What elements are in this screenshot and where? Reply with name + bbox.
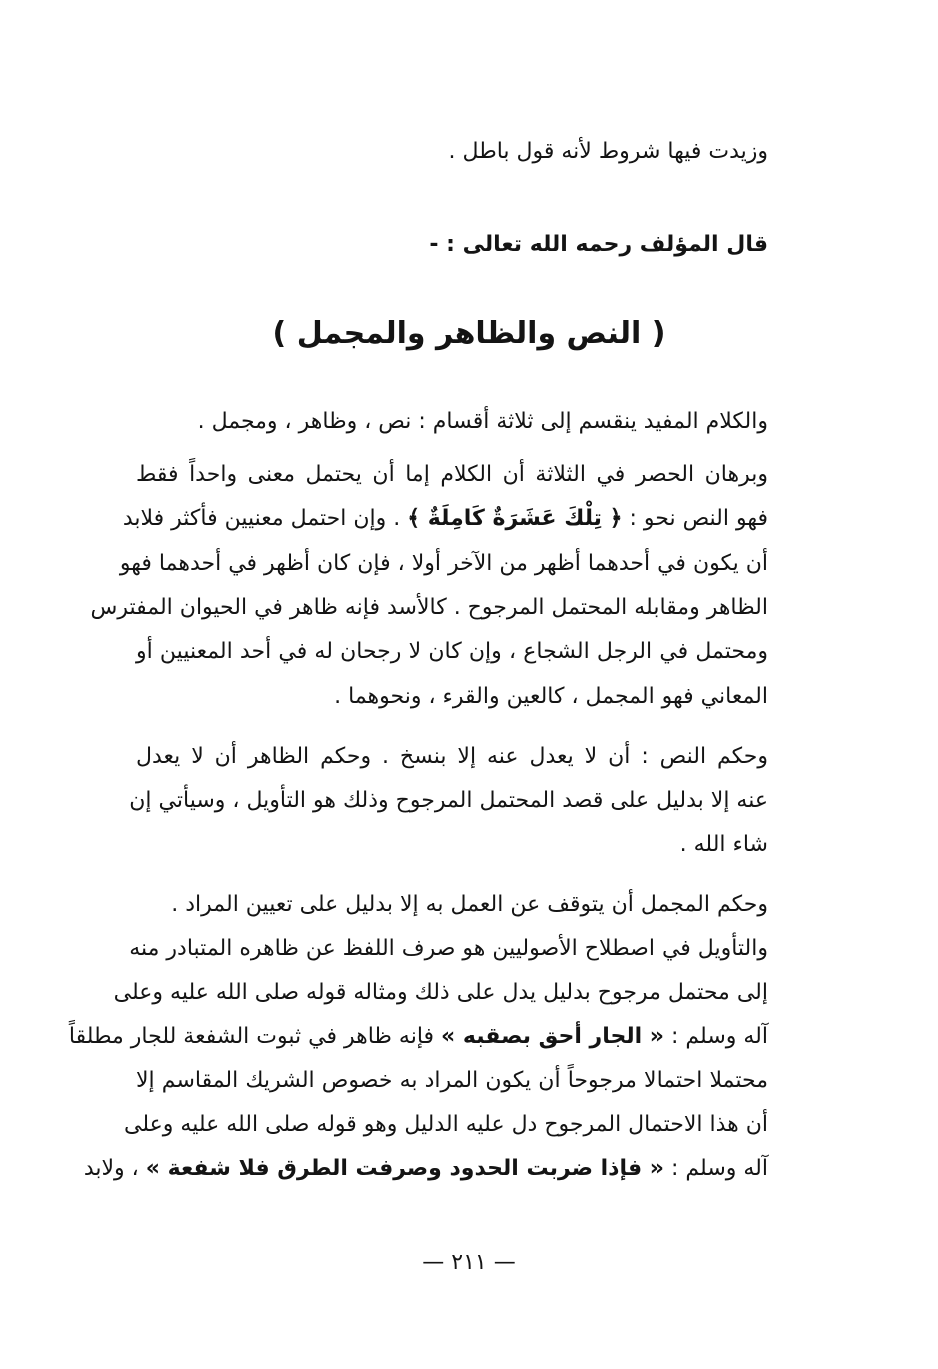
paragraph-2-line-3: أن يكون في أحدهما أظهر من الآخر أولا ، فإن كان أظهر في أحدهما فهو: [119, 551, 768, 576]
closing-line: وزيدت فيها شروط لأنه قول باطل .: [448, 139, 768, 164]
paragraph-2-line-2: [122, 502, 768, 538]
section-title: ( النص والظاهر والمجمل ): [272, 316, 666, 351]
line-text-end: ، ولابد: [83, 1156, 146, 1181]
hadith-quote: « فإذا ضربت الحدود وصرفت الطرق فلا شفعة »: [145, 1156, 665, 1181]
line-text-start: آله وسلم :: [664, 1156, 768, 1181]
hadith-quote: « الجار أحق بصقبه »: [441, 1024, 665, 1049]
paragraph-4-line-1: وحكم المجمل أن يتوقف عن العمل به إلا بدليل على تعيين المراد .: [171, 892, 768, 917]
paragraph-4-line-5: محتملا احتمالا مرجوحاً أن يكون المراد به خصوص الشريك المقاسم إلا: [136, 1068, 768, 1093]
paragraph-2-line-4: الظاهر ومقابله المحتمل المرجوح . كالأسد فإنه ظاهر في الحيوان المفترس: [90, 595, 768, 620]
paragraph-2-line-5: ومحتمل في الرجل الشجاع ، وإن كان لا رجحان له في أحد المعنيين أو: [136, 639, 768, 664]
paragraph-3-line-3: شاء الله .: [679, 832, 768, 857]
line-text-start: فهو النص نحو :: [622, 506, 768, 531]
paragraph-3-line-2: عنه إلا بدليل على قصد المحتمل المرجوح وذلك هو التأويل ، وسيأتي إن: [129, 788, 768, 813]
paragraph-4-line-4: [68, 1020, 768, 1056]
line-text-end: فإنه ظاهر في ثبوت الشفعة للجار مطلقاً: [68, 1024, 442, 1049]
paragraph-4-line-3: إلى محتمل مرجوح بدليل يدل على ذلك ومثاله قوله صلى الله عليه وعلى: [113, 980, 768, 1005]
paragraph-2-line-1: وبرهان الحصر في الثلاثة أن الكلام إما أن يحتمل معنى واحداً فقط: [136, 462, 768, 487]
quran-quote: ﴿ تِلْكَ عَشَرَةٌ كَامِلَةٌ ﴾: [407, 506, 623, 531]
paragraph-4-line-2: والتأويل في اصطلاح الأصوليين هو صرف اللفظ عن ظاهره المتبادر منه: [129, 936, 768, 961]
author-says-line: قال المؤلف رحمه الله تعالى : -: [429, 232, 768, 257]
line-text-start: آله وسلم :: [664, 1024, 768, 1049]
paragraph-2-line-6: المعاني فهو المجمل ، كالعين والقرء ، ونحوهما .: [334, 684, 768, 709]
paragraph-4-line-6: أن هذا الاحتمال المرجوح دل عليه الدليل وهو قوله صلى الله عليه وعلى: [124, 1112, 768, 1137]
line-text-end: . وإن احتمل معنيين فأكثر فلابد: [122, 506, 408, 531]
paragraph-1-line-1: والكلام المفيد ينقسم إلى ثلاثة أقسام : نص ، وظاهر ، ومجمل .: [197, 409, 768, 434]
page-number: — ٢١١ —: [422, 1250, 516, 1275]
paragraph-3-line-1: وحكم النص : أن لا يعدل عنه إلا بنسخ . وحكم الظاهر أن لا يعدل: [136, 744, 768, 769]
paragraph-4-line-7: [83, 1152, 768, 1188]
